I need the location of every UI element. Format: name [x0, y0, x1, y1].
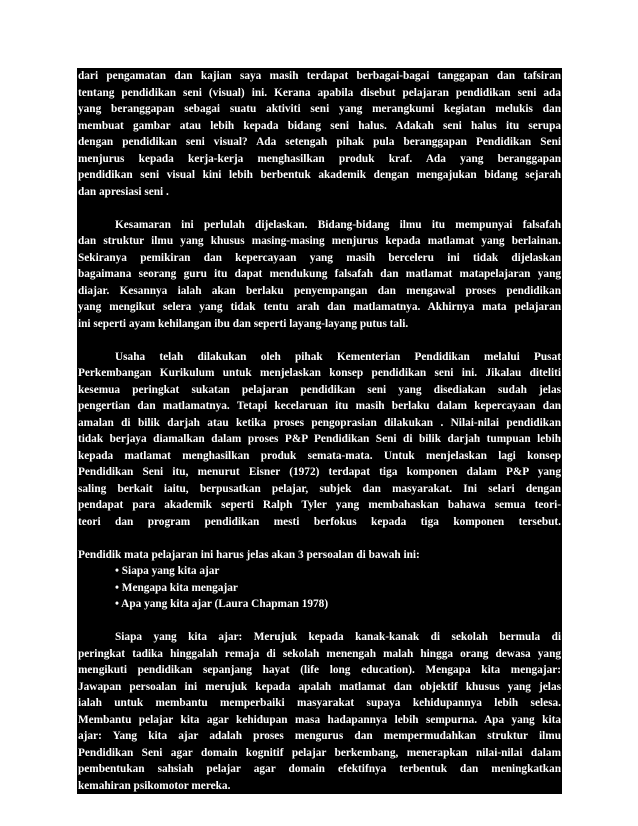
text-line: teori dan program pendidikan mesti berfokus kepada tiga komponen tersebut.: [77, 514, 562, 531]
question-list: [77, 547, 562, 613]
list-item: • Mengapa kita mengajar: [77, 580, 562, 597]
text-line: dan apresiasi seni .: [77, 184, 562, 201]
paragraph: [77, 68, 562, 200]
text-line: menjurus kepada kerja-kerja menghasilkan produk kraf. Ada yang beranggapan: [77, 151, 562, 168]
text-line: amalan di bilik darjah atau ketika proses pengoprasian dilakukan . Nilai-nilai pendidikan: [77, 415, 562, 432]
text-line: tentang pendidikan seni (visual) ini. Kerana apabila disebut pelajaran pendidikan seni ada: [77, 85, 562, 102]
text-line: kesemua peringkat sukatan pelajaran pendidikan seni yang disediakan sudah jelas: [77, 382, 562, 399]
text-line: kemahiran psikomotor mereka.: [77, 778, 562, 795]
text-line: Siapa yang kita ajar: Merujuk kepada kanak-kanak di sekolah bermula di: [77, 629, 562, 646]
text-line: peringkat tadika hinggalah remaja di sekolah menengah malah hingga orang dewasa yang: [77, 646, 562, 663]
list-item: • Siapa yang kita ajar: [77, 563, 562, 580]
text-line: Kesamaran ini perlulah dijelaskan. Bidang-bidang ilmu itu mempunyai falsafah: [77, 217, 562, 234]
blank-line: [77, 332, 562, 349]
paragraph: [77, 349, 562, 531]
text-line: mengikuti pendidikan sepanjang hayat (life long education). Mengapa kita mengajar:: [77, 662, 562, 679]
text-line: Sekiranya pemikiran dan kepercayaan yang masih berceleru ini tidak dijelaskan: [77, 250, 562, 267]
blank-line: [77, 530, 562, 547]
text-line: kepada matlamat menghasilkan produk semata-mata. Untuk menjelaskan lagi konsep: [77, 448, 562, 465]
text-line: ini seperti ayam kehilangan ibu dan seperti layang-layang putus tali.: [77, 316, 562, 333]
text-line: Pendidikan Seni itu, menurut Eisner (1972) terdapat tiga komponen dalam P&P yang: [77, 464, 562, 481]
text-line: ajar: Yang kita ajar adalah proses mengurus dan mempermudahkan struktur ilmu: [77, 728, 562, 745]
list-intro: Pendidik mata pelajaran ini harus jelas akan 3 persoalan di bawah ini:: [77, 547, 562, 564]
text-line: dengan pendidikan seni visual? Ada setengah pihak pula beranggapan Pendidikan Seni: [77, 134, 562, 151]
text-line: pendidikan seni visual kini lebih berbentuk akademik dengan mengajukan bidang sejarah: [77, 167, 562, 184]
document-page: [77, 68, 562, 794]
paragraph: [77, 217, 562, 333]
text-line: Usaha telah dilakukan oleh pihak Kementerian Pendidikan melalui Pusat: [77, 349, 562, 366]
text-line: pendapat para akademik seperti Ralph Tyler yang membahaskan bahawa semua teori-: [77, 497, 562, 514]
list-item: • Apa yang kita ajar (Laura Chapman 1978): [77, 596, 562, 613]
blank-line: [77, 613, 562, 630]
text-line: saling berkait iaitu, berpusatkan pelajar, subjek dan masyarakat. Ini selari dengan: [77, 481, 562, 498]
text-line: diajar. Kesannya ialah akan berlaku penyempangan dan mengawal proses pendidikan: [77, 283, 562, 300]
text-line: pengertian dan matlamatnya. Tetapi kecelaruan itu masih berlaku dalam kepercayaan dan: [77, 398, 562, 415]
text-line: Pendidikan Seni agar domain kognitif pelajar berkembang, menerapkan nilai-nilai dalam: [77, 745, 562, 762]
text-line: bagaimana seorang guru itu dapat mendukung falsafah dan matlamat matapelajaran yang: [77, 266, 562, 283]
text-line: ialah untuk membantu memperbaiki masyarakat supaya kehidupannya lebih selesa.: [77, 695, 562, 712]
text-line: yang mengikut selera yang tidak tentu arah dan matlamatnya. Akhirnya mata pelajaran: [77, 299, 562, 316]
text-line: dari pengamatan dan kajian saya masih terdapat berbagai-bagai tanggapan dan tafsiran: [77, 68, 562, 85]
text-line: dan struktur ilmu yang khusus masing-masing menjurus kepada matlamat yang berlainan.: [77, 233, 562, 250]
text-line: pembentukan sahsiah pelajar agar domain efektifnya terbentuk dan meningkatkan: [77, 761, 562, 778]
text-line: Jawapan persoalan ini merujuk kepada apalah matlamat dan objektif khusus yang jelas: [77, 679, 562, 696]
blank-line: [77, 200, 562, 217]
text-line: tidak berjaya diamalkan dalam proses P&P Pendidikan Seni di bilik darjah tumpuan lebih: [77, 431, 562, 448]
text-line: yang beranggapan sebagai suatu aktiviti seni yang merangkumi kegiatan melukis dan: [77, 101, 562, 118]
text-line: Perkembangan Kurikulum untuk menjelaskan konsep pendidikan seni ini. Jikalau diteliti: [77, 365, 562, 382]
text-line: Membantu pelajar kita agar kehidupan masa hadapannya lebih sempurna. Apa yang kita: [77, 712, 562, 729]
text-line: membuat gambar atau lebih kepada bidang seni halus. Adakah seni halus itu serupa: [77, 118, 562, 135]
paragraph: [77, 629, 562, 794]
